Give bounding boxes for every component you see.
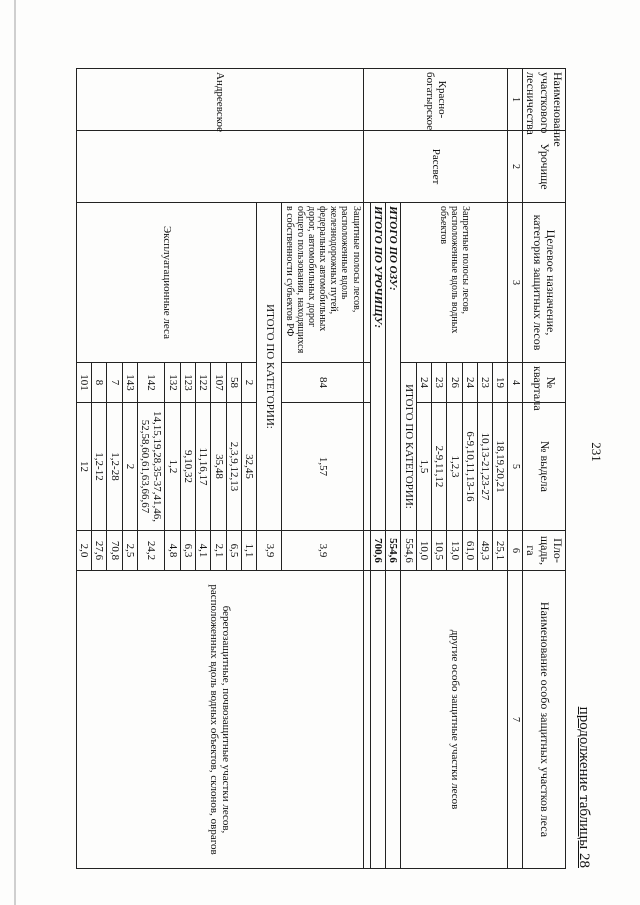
empty-cell [386, 571, 401, 869]
vydel-cell: 14,15,19,28,35-37,41,46, 52,58,60,61,63,66,67 [137, 403, 165, 531]
kvartal-cell: 107 [211, 363, 226, 403]
area-cell: 13,0 [447, 531, 462, 571]
vydel-cell: 1,2-12 [91, 403, 106, 531]
spacer-cell [363, 403, 370, 531]
special-zone-name: берегозащитные, почвозащитные участки лесов, расположенных вдоль водных объектов, склонов, оврагов [76, 571, 363, 869]
total-category-value: 554,6 [401, 531, 416, 571]
col-number: 7 [508, 571, 522, 869]
col-number: 3 [508, 203, 522, 363]
area-cell: 61,0 [462, 531, 477, 571]
forestry-name: Андреевское [76, 69, 363, 131]
vydel-cell: 1,2,3 [447, 403, 462, 531]
kvartal-cell: 58 [226, 363, 241, 403]
area-cell: 70,8 [107, 531, 122, 571]
kvartal-cell: 2 [242, 363, 257, 403]
kvartal-cell: 23 [477, 363, 492, 403]
header-forestry: Наименование участкового лесничества [522, 69, 565, 131]
area-cell: 2,1 [211, 531, 226, 571]
area-cell: 10,0 [416, 531, 431, 571]
area-cell: 4,1 [196, 531, 211, 571]
area-cell: 24,2 [137, 531, 165, 571]
col-number: 6 [508, 531, 522, 571]
vydel-cell: 32,45 [242, 403, 257, 531]
header-category: Целевое назначение, категория защитных лесов [522, 203, 565, 363]
area-cell: 49,3 [477, 531, 492, 571]
kvartal-cell: 101 [76, 363, 91, 403]
area-cell: 1,1 [242, 531, 257, 571]
kvartal-cell: 26 [447, 363, 462, 403]
col-number: 1 [508, 69, 522, 131]
kvartal-cell: 122 [196, 363, 211, 403]
vydel-cell: 35,48 [211, 403, 226, 531]
kvartal-cell: 8 [91, 363, 106, 403]
area-cell: 27,6 [91, 531, 106, 571]
header-tract: Урочище [522, 131, 565, 203]
vydel-cell: 2-9,11,12 [431, 403, 446, 531]
total-tract-value: 700,6 [370, 531, 385, 571]
category-name: Запретные полосы лесов, расположенные вдоль водных объектов [401, 203, 508, 363]
kvartal-cell: 7 [107, 363, 122, 403]
total-category-label: ИТОГО ПО КАТЕГОРИИ: [401, 363, 416, 531]
vydel-cell: 1,57 [282, 403, 363, 531]
vydel-cell: 12 [76, 403, 91, 531]
vydel-cell: 1,2-28 [107, 403, 122, 531]
spacer-cell [363, 363, 370, 403]
area-cell: 6,3 [180, 531, 195, 571]
category-name: Защитные полосы лесов, расположенные вдоль железнодорожных путей, федеральных автомобильных дорог, автомобильных дорог общего пользования, находящихся в собственности субъектов РФ [282, 203, 363, 363]
table-row [493, 69, 508, 869]
page-number: 231 [589, 442, 604, 462]
header-row [522, 69, 565, 869]
total-category-label: ИТОГО ПО КАТЕГОРИИ: [257, 203, 282, 531]
area-cell: 4,8 [165, 531, 180, 571]
tract-name: Рассвет [363, 131, 508, 203]
table-row [282, 69, 363, 869]
col-number: 5 [508, 403, 522, 531]
kvartal-cell: 24 [462, 363, 477, 403]
category-name: Эксплуатационные леса [76, 203, 257, 363]
area-cell: 3,9 [282, 531, 363, 571]
col-number: 4 [508, 363, 522, 403]
total-tract-label: ИТОГО ПО УРОЧИЩУ: [370, 203, 385, 531]
table-caption: продолжение таблицы 28 [576, 706, 592, 868]
header-area: Пло-щадь, га [522, 531, 565, 571]
empty-cell [370, 571, 385, 869]
kvartal-cell: 24 [416, 363, 431, 403]
column-number-row [508, 69, 522, 869]
header-vydel: № выдела [522, 403, 565, 531]
spacer-cell [363, 531, 370, 571]
spacer-cell [363, 571, 370, 869]
spacer-cell [363, 203, 370, 363]
kvartal-cell: 143 [122, 363, 137, 403]
forest-table [76, 68, 566, 869]
kvartal-cell: 132 [165, 363, 180, 403]
area-cell: 10,5 [431, 531, 446, 571]
special-zone-name: другие особо защитные участки лесов [401, 571, 508, 869]
vydel-cell: 11,16,17 [196, 403, 211, 531]
kvartal-cell: 23 [431, 363, 446, 403]
vydel-cell: 9,10,32 [180, 403, 195, 531]
header-kvartal: № квартала [522, 363, 565, 403]
total-category-value: 3,9 [257, 531, 282, 571]
vydel-cell: 2 [122, 403, 137, 531]
forestry-name: Красно-богатырское [363, 69, 508, 131]
area-cell: 25,1 [493, 531, 508, 571]
scan-edge-line [14, 0, 16, 905]
vydel-cell: 1,2 [165, 403, 180, 531]
vydel-cell: 18,19,20,21 [493, 403, 508, 531]
kvartal-cell: 142 [137, 363, 165, 403]
vydel-cell: 10,13-21,23-27 [477, 403, 492, 531]
vydel-cell: 6-9,10,11,13-16 [462, 403, 477, 531]
area-cell: 2,0 [76, 531, 91, 571]
col-number: 2 [508, 131, 522, 203]
kvartal-cell: 84 [282, 363, 363, 403]
area-cell: 2,5 [122, 531, 137, 571]
tract-name-empty [76, 131, 363, 203]
total-ozu-value: 554,6 [386, 531, 401, 571]
header-special: Наименование особо защитных участков леса [522, 571, 565, 869]
vydel-cell: 2,3,9,12,13 [226, 403, 241, 531]
kvartal-cell: 123 [180, 363, 195, 403]
vydel-cell: 1,5 [416, 403, 431, 531]
rotated-table-area [40, 58, 600, 878]
area-cell: 6,5 [226, 531, 241, 571]
total-ozu-label: ИТОГО ПО ОЗУ: [386, 203, 401, 531]
kvartal-cell: 19 [493, 363, 508, 403]
